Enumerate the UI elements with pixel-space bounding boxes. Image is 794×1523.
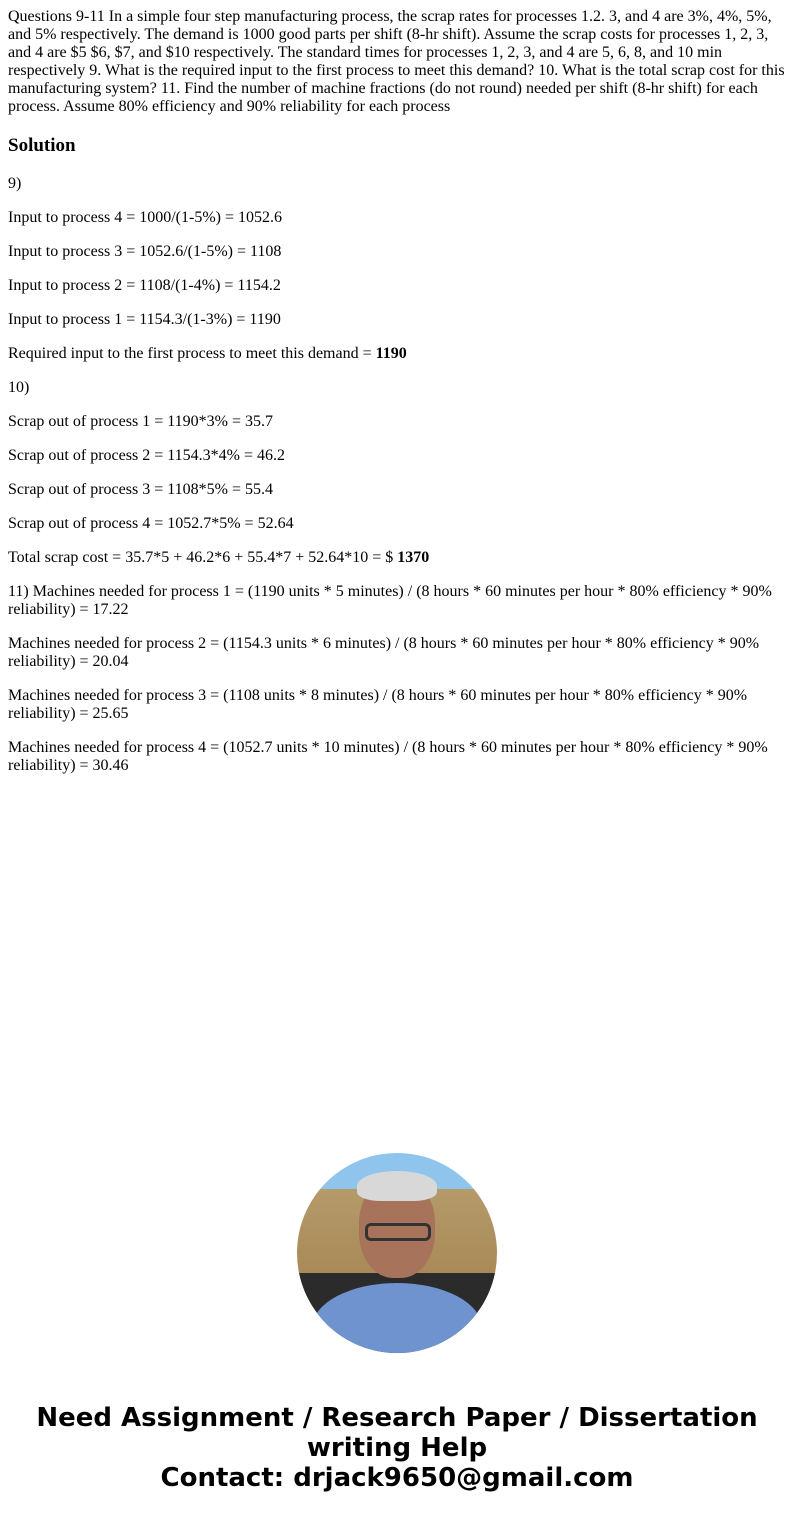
solution-body: [8, 175, 786, 775]
line-answer: 1370: [397, 549, 430, 566]
solution-line: [8, 515, 786, 533]
solution-line: [8, 687, 786, 723]
solution-line: [8, 739, 786, 775]
solution-line: [8, 311, 786, 329]
line-text: Input to process 3 = 1052.6/(1-5%) = 1108: [8, 243, 282, 260]
solution-line: [8, 481, 786, 499]
line-text: Machines needed for process 3 = (1108 units * 8 minutes) / (8 hours * 60 minutes per hour * 80% efficiency * 90% reliability) = 25.65: [8, 687, 748, 722]
line-text: Input to process 2 = 1108/(1-4%) = 1154.2: [8, 277, 281, 294]
solution-line: [8, 549, 786, 567]
footer-help-text: Need Assignment / Research Paper / Dissertation writing Help: [36, 1403, 758, 1463]
solution-line: [8, 209, 786, 227]
line-text: Required input to the first process to meet this demand =: [8, 345, 376, 362]
line-text: Scrap out of process 2 = 1154.3*4% = 46.2: [8, 447, 285, 464]
author-avatar: [297, 1153, 497, 1353]
solution-line: [8, 379, 786, 397]
line-text: Input to process 4 = 1000/(1-5%) = 1052.6: [8, 209, 283, 226]
solution-line: [8, 413, 786, 431]
footer-banner: [0, 1403, 794, 1493]
solution-line: [8, 345, 786, 363]
line-text: Machines needed for process 2 = (1154.3 units * 6 minutes) / (8 hours * 60 minutes per hour * 80% efficiency * 90% reliability) = 20.04: [8, 635, 760, 670]
line-answer: 1190: [375, 345, 407, 362]
solution-line: [8, 447, 786, 465]
solution-heading: Solution: [8, 135, 76, 156]
footer-contact: Contact: drjack9650@gmail.com: [160, 1463, 634, 1493]
solution-line: [8, 583, 786, 619]
line-text: Total scrap cost = 35.7*5 + 46.2*6 + 55.4*7 + 52.64*10 = $: [8, 549, 398, 566]
line-text: Scrap out of process 4 = 1052.7*5% = 52.64: [8, 515, 294, 532]
line-text: Scrap out of process 3 = 1108*5% = 55.4: [8, 481, 273, 498]
line-text: 10): [8, 379, 30, 396]
solution-line: [8, 277, 786, 295]
solution-line: [8, 175, 786, 193]
line-text: Input to process 1 = 1154.3/(1-3%) = 1190: [8, 311, 281, 328]
question-text: Questions 9-11 In a simple four step manufacturing process, the scrap rates for processes 1.2. 3, and 4 are 3%, 4%, 5%, and 5% respectively. The demand is 1000 good parts per shift (8-hr shift). Assume the scrap costs for processes 1, 2, 3, and 4 are $5 $6, $7, and $10 respectively. The standard times for processes 1, 2, 3, and 4 are 5, 6, 8, and 10 min respectively 9. What is the required input to the first process to meet this demand? 10. What is the total scrap cost for this manufacturing system? 11. Find the number of machine fractions (do not round) needed per shift (8-hr shift) for each process. Assume 80% efficiency and 90% reliability for each process: [8, 8, 785, 115]
line-text: 11) Machines needed for process 1 = (1190 units * 5 minutes) / (8 hours * 60 minutes per hour * 80% efficiency * 90% reliability) = 17.22: [8, 583, 772, 618]
solution-line: [8, 243, 786, 261]
line-text: 9): [8, 175, 22, 192]
solution-line: [8, 635, 786, 671]
line-text: Machines needed for process 4 = (1052.7 units * 10 minutes) / (8 hours * 60 minutes per hour * 80% efficiency * 90% reliability) = 30.46: [8, 739, 768, 774]
line-text: Scrap out of process 1 = 1190*3% = 35.7: [8, 413, 273, 430]
